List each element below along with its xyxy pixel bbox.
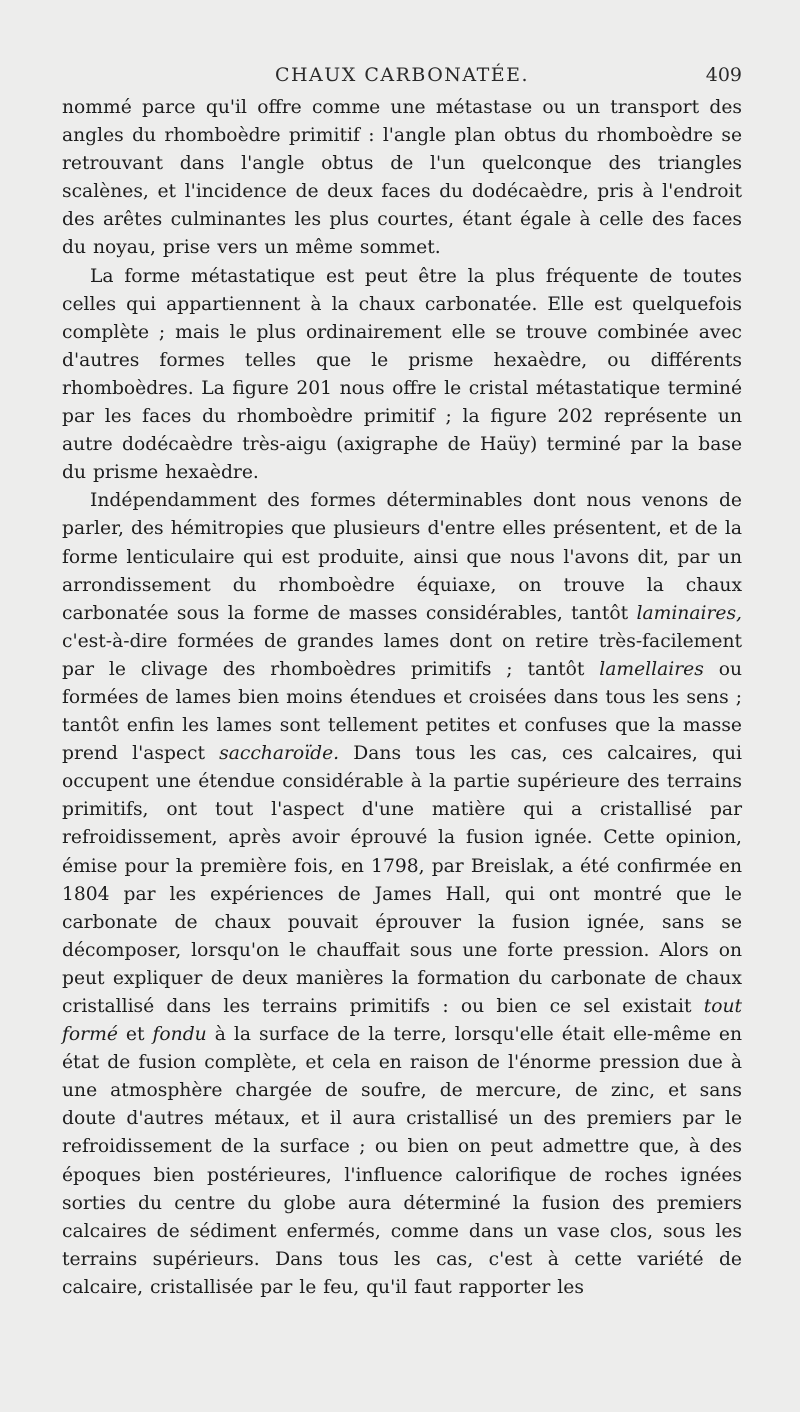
page-number: 409 bbox=[705, 64, 742, 86]
body-text bbox=[62, 94, 742, 1302]
paragraph-3 bbox=[62, 487, 742, 1302]
paragraph-3-text-d: Dans tous les cas, ces calcaires, qui occupent une étendue considérable à la partie supérieure des terrains primitifs, ont tout l'aspect d'une matière qui a cristallisé par refroidissement, après avoir éprouvé la fusion ignée. Cette opinion, émise pour la première fois, en 1798, par Breislak, a été confirmée en 1804 par les expériences de James Hall, qui ont montré que le carbonate de chaux pouvait éprouver la fusion ignée, sans se décomposer, lorsqu'on le chauffait sous une forte pression. Alors on peut expliquer de deux manières la formation du carbonate de chaux cristallisé dans les terrains primitifs : ou bien ce sel existait bbox=[62, 743, 742, 1017]
paragraph-3-text-b: c'est-à-dire formées de grandes lames dont on retire très-facilement par le clivage des rhomboèdres primitifs ; tantôt bbox=[62, 630, 742, 680]
paragraph-3-text-c: ou formées de lames bien moins étendues et croisées dans tous les sens ; tantôt enfin les lames sont tellement petites et confuses que la masse prend l'aspect bbox=[62, 658, 742, 765]
book-page bbox=[62, 58, 742, 1302]
paragraph-2: La forme métastatique est peut être la plus fréquente de toutes celles qui appartiennent à la chaux carbonatée. Elle est quelquefois complète ; mais le plus ordinairement elle se trouve combinée avec d'autres formes telles que le prisme hexaèdre, ou différents rhomboèdres. La figure 201 nous offre le cristal métastatique terminé par les faces du rhomboèdre primitif ; la figure 202 représente un autre dodécaèdre très-aigu (axigraphe de Haüy) terminé par la base du prisme hexaèdre. bbox=[62, 265, 742, 484]
page-header bbox=[62, 58, 742, 94]
paragraph-3-text-f: à la surface de la terre, lorsqu'elle était elle-même en état de fusion complète, et cela en raison de l'énorme pression due à une atmosphère chargée de soufre, de mercure, de zinc, et sans doute d'autres métaux, et il aura cristallisé un des premiers par le refroidissement de la surface ; ou bien on peut admettre que, à des époques bien postérieures, l'influence calorifique de roches ignées sorties du centre du globe aura déterminé la fusion des premiers calcaires de sédiment enfermés, comme dans un vase clos, sous les terrains supérieurs. Dans tous les cas, c'est à cette variété de calcaire, cristallisée par le feu, qu'il faut rapporter les bbox=[62, 1024, 743, 1298]
paragraph-1: nommé parce qu'il offre comme une métastase ou un transport des angles du rhomboèdre primitif : l'angle plan obtus du rhomboèdre se retrouvant dans l'angle obtus de l'un quelconque des triangles scalènes, et l'incidence de deux faces du dodécaèdre, pris à l'endroit des arêtes culminantes les plus courtes, étant égale à celle des faces du noyau, prise vers un même sommet. bbox=[62, 97, 742, 259]
italic-tout-forme: tout formé bbox=[62, 996, 742, 1046]
paragraph-3-text-e: et bbox=[117, 1024, 153, 1046]
italic-laminaires: laminaires, bbox=[636, 602, 742, 624]
paragraph-3-text-a: Indépendamment des formes déterminables dont nous venons de parler, des hémitropies que plusieurs d'entre elles présentent, et de la forme lenticulaire qui est produite, ainsi que nous l'avons dit, par un arrondissement du rhomboèdre équiaxe, on trouve la chaux carbonatée sous la forme de masses considérables, tantôt bbox=[62, 490, 742, 624]
italic-lamellaires: lamellaires bbox=[599, 658, 704, 680]
italic-saccharoide: saccharoïde. bbox=[219, 743, 340, 765]
running-head: CHAUX CARBONATÉE. bbox=[274, 64, 530, 86]
italic-fondu: fondu bbox=[152, 1024, 207, 1046]
